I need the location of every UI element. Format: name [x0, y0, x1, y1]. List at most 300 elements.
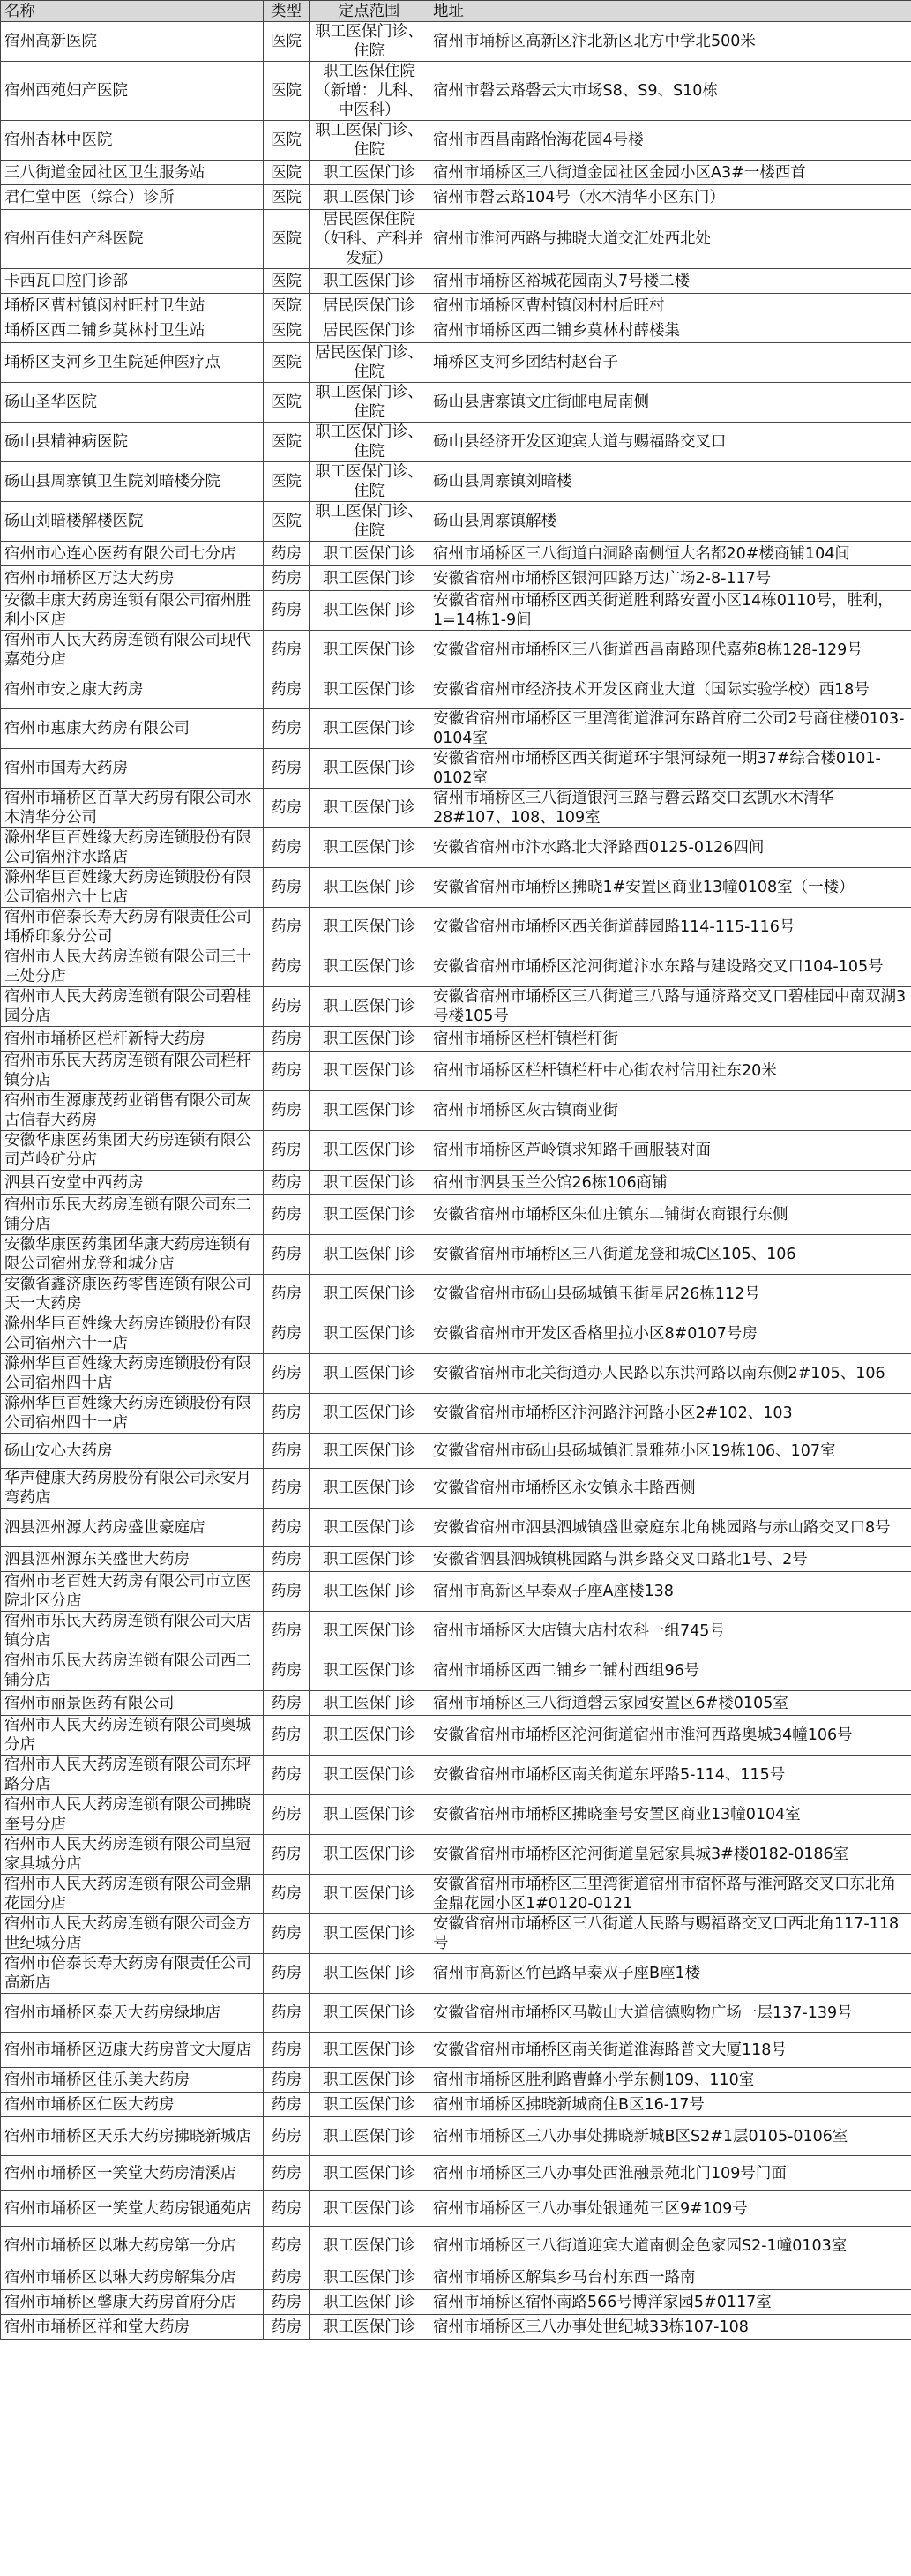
cell-scope: 职工医保门诊 [310, 2093, 429, 2117]
cell-scope: 职工医保门诊 [310, 1954, 429, 1994]
header-name: 名称 [1, 1, 264, 22]
cell-type: 药房 [264, 947, 310, 987]
cell-type: 药房 [264, 709, 310, 749]
table-row [1, 1275, 911, 1314]
cell-name: 砀山县精神病医院 [1, 423, 264, 462]
cell-type: 药房 [264, 828, 310, 868]
table-row [1, 269, 911, 294]
table-row [1, 987, 911, 1027]
cell-name: 宿州市人民大药房连锁有限公司奥城分店 [1, 1716, 264, 1756]
table-row [1, 1547, 911, 1572]
cell-address: 宿州市淮河西路与拂晓大道交汇处西北处 [429, 210, 911, 269]
table-row [1, 709, 911, 749]
cell-address: 安徽省宿州市埇桥区银河四路万达广场2-8-117号 [429, 566, 911, 591]
cell-type: 药房 [264, 1091, 310, 1131]
cell-address: 安徽省宿州市埇桥区汴河路汴河路小区2#102、103 [429, 1394, 911, 1434]
cell-scope: 职工医保门诊 [310, 2117, 429, 2156]
cell-name: 宿州市人民大药房连锁有限公司金鼎花园分店 [1, 1875, 264, 1914]
cell-name: 宿州市人民大药房连锁有限公司现代嘉苑分店 [1, 631, 264, 670]
cell-type: 医院 [264, 462, 310, 502]
cell-name: 宿州市人民大药房连锁有限公司金方世纪城分店 [1, 1914, 264, 1954]
cell-type: 药房 [264, 1394, 310, 1434]
cell-address: 安徽省宿州市埇桥区沱河街道汴水东路与建设路交叉口104-105号 [429, 947, 911, 987]
table-row [1, 1795, 911, 1835]
cell-scope: 职工医保门诊 [310, 1027, 429, 1052]
table-row [1, 1469, 911, 1509]
cell-type: 药房 [264, 1835, 310, 1875]
cell-scope: 职工医保住院（新增：儿科、中医科） [310, 62, 429, 121]
cell-name: 宿州市倍泰长寿大药房有限责任公司高新店 [1, 1954, 264, 1994]
cell-address: 安徽省宿州市埇桥区沱河街道皇冠家具城3#楼0182-0186室 [429, 1835, 911, 1875]
table-row [1, 1235, 911, 1275]
table-row [1, 1195, 911, 1235]
table-row [1, 1314, 911, 1354]
cell-type: 药房 [264, 566, 310, 591]
cell-address: 宿州市埇桥区三八街道磬云家园安置区6#楼0105室 [429, 1691, 911, 1716]
cell-scope: 职工医保门诊 [310, 1547, 429, 1572]
table-body [1, 22, 911, 2340]
cell-type: 药房 [264, 670, 310, 709]
cell-address: 安徽省宿州市埇桥区西关街道薛园路114-115-116号 [429, 908, 911, 947]
cell-type: 药房 [264, 1651, 310, 1691]
cell-type: 药房 [264, 1572, 310, 1612]
cell-type: 药房 [264, 1171, 310, 1195]
cell-type: 药房 [264, 1547, 310, 1572]
cell-type: 药房 [264, 1612, 310, 1651]
cell-name: 安徽华康医药集团华康大药房连锁有限公司宿州龙登和城分店 [1, 1235, 264, 1275]
cell-scope: 职工医保门诊 [310, 566, 429, 591]
cell-name: 埇桥区曹村镇闵村旺村卫生站 [1, 294, 264, 318]
cell-scope: 职工医保门诊 [310, 631, 429, 670]
table-row [1, 2227, 911, 2265]
table-row [1, 2290, 911, 2315]
cell-type: 药房 [264, 2265, 310, 2290]
cell-name: 砀山县周寨镇卫生院刘暗楼分院 [1, 462, 264, 502]
table-row [1, 908, 911, 947]
table-row [1, 22, 911, 62]
cell-address: 宿州市埇桥区三八街道银河三路与磬云路交口玄凯水木清华28#107、108、109室 [429, 789, 911, 828]
cell-type: 药房 [264, 1716, 310, 1756]
cell-name: 宿州市埇桥区一笑堂大药房银通苑店 [1, 2191, 264, 2227]
cell-address: 宿州市埇桥区高新区汴北新区北方中学北500米 [429, 22, 911, 62]
table-row [1, 383, 911, 423]
cell-type: 医院 [264, 502, 310, 542]
cell-address: 安徽省宿州市埇桥区西关街道环宇银河绿苑一期37#综合楼0101-0102室 [429, 749, 911, 789]
cell-name: 三八街道金园社区卫生服务站 [1, 161, 264, 185]
cell-scope: 职工医保门诊 [310, 1835, 429, 1875]
header-scope: 定点范围 [310, 1, 429, 22]
cell-scope: 职工医保门诊 [310, 185, 429, 210]
cell-scope: 职工医保门诊 [310, 1572, 429, 1612]
cell-address: 宿州市埇桥区胜利路曹蜂小学东侧109、110室 [429, 2068, 911, 2093]
cell-scope: 居民医保住院（妇科、产科并发症） [310, 210, 429, 269]
cell-scope: 职工医保门诊 [310, 1171, 429, 1195]
table-row [1, 1835, 911, 1875]
table-row [1, 1914, 911, 1954]
cell-type: 药房 [264, 2033, 310, 2068]
cell-type: 医院 [264, 318, 310, 343]
cell-type: 药房 [264, 1052, 310, 1091]
cell-name: 泗县泗州源大药房盛世豪庭店 [1, 1509, 264, 1547]
cell-type: 药房 [264, 749, 310, 789]
cell-address: 安徽省宿州市埇桥区三里湾街道宿州市宿怀路与淮河路交叉口东北角金鼎花园小区1#0120-0121 [429, 1875, 911, 1914]
cell-address: 安徽省宿州市北关街道办人民路以东洪河路以南东侧2#105、106 [429, 1354, 911, 1394]
cell-type: 药房 [264, 1235, 310, 1275]
cell-address: 安徽省宿州市埇桥区南关街道淮海路普文大厦118号 [429, 2033, 911, 2068]
cell-address: 安徽省宿州市埇桥区拂晓奎号安置区商业13幢0104室 [429, 1795, 911, 1835]
cell-scope: 职工医保门诊、住院 [310, 22, 429, 62]
cell-address: 宿州市埇桥区曹村镇闵村村后旺村 [429, 294, 911, 318]
table-row [1, 2068, 911, 2093]
table-row [1, 423, 911, 462]
cell-type: 药房 [264, 1875, 310, 1914]
table-row [1, 1954, 911, 1994]
cell-name: 宿州杏林中医院 [1, 121, 264, 161]
cell-type: 医院 [264, 161, 310, 185]
cell-address: 安徽省宿州市砀山县砀城镇汇景雅苑小区19栋106、107室 [429, 1434, 911, 1469]
cell-name: 宿州市丽景医药有限公司 [1, 1691, 264, 1716]
cell-name: 宿州市埇桥区佳乐美大药房 [1, 2068, 264, 2093]
cell-type: 药房 [264, 1994, 310, 2033]
cell-type: 药房 [264, 1469, 310, 1509]
cell-name: 宿州市人民大药房连锁有限公司东坪路分店 [1, 1756, 264, 1795]
table-row [1, 1651, 911, 1691]
cell-name: 宿州市安之康大药房 [1, 670, 264, 709]
cell-scope: 职工医保门诊、住院 [310, 121, 429, 161]
cell-address: 宿州市埇桥区栏杆镇栏杆中心街农村信用社东20米 [429, 1052, 911, 1091]
cell-scope: 职工医保门诊、住院 [310, 462, 429, 502]
cell-type: 药房 [264, 542, 310, 566]
cell-name: 安徽丰康大药房连锁有限公司宿州胜利小区店 [1, 591, 264, 631]
table-row [1, 1716, 911, 1756]
cell-name: 安徽省鑫济康医药零售连锁有限公司天一大药房 [1, 1275, 264, 1314]
cell-address: 埇桥区支河乡团结村赵台子 [429, 343, 911, 383]
cell-type: 药房 [264, 1795, 310, 1835]
cell-address: 宿州市埇桥区拂晓新城商住B区16-17号 [429, 2093, 911, 2117]
cell-name: 宿州市心连心医药有限公司七分店 [1, 542, 264, 566]
cell-type: 药房 [264, 789, 310, 828]
cell-name: 宿州市埇桥区馨康大药房首府分店 [1, 2290, 264, 2315]
table-row [1, 2117, 911, 2156]
cell-type: 医院 [264, 210, 310, 269]
cell-type: 药房 [264, 868, 310, 908]
cell-address: 安徽省宿州市汴水路北大泽路西0125-0126四间 [429, 828, 911, 868]
cell-scope: 居民医保门诊、住院 [310, 343, 429, 383]
cell-type: 药房 [264, 908, 310, 947]
table-row [1, 542, 911, 566]
table-row [1, 1612, 911, 1651]
cell-name: 君仁堂中医（综合）诊所 [1, 185, 264, 210]
cell-address: 宿州市磬云路磬云大市场S8、S9、S10栋 [429, 62, 911, 121]
table-row [1, 1875, 911, 1914]
table-row [1, 868, 911, 908]
table-row [1, 1131, 911, 1171]
cell-name: 宿州市埇桥区一笑堂大药房清溪店 [1, 2156, 264, 2191]
cell-type: 药房 [264, 1509, 310, 1547]
table-row [1, 566, 911, 591]
cell-address: 安徽省宿州市经济技术开发区商业大道（国际实验学校）西18号 [429, 670, 911, 709]
cell-address: 宿州市泗县玉兰公馆26栋106商铺 [429, 1171, 911, 1195]
cell-type: 医院 [264, 22, 310, 62]
cell-address: 宿州市高新区竹邑路早泰双子座B座1楼 [429, 1954, 911, 1994]
cell-type: 医院 [264, 294, 310, 318]
cell-name: 宿州市乐民大药房连锁有限公司东二铺分店 [1, 1195, 264, 1235]
table-row [1, 789, 911, 828]
table-row [1, 1027, 911, 1052]
cell-type: 药房 [264, 2191, 310, 2227]
cell-address: 宿州市埇桥区芦岭镇求知路千画服装对面 [429, 1131, 911, 1171]
cell-address: 安徽省宿州市埇桥区朱仙庄镇东二铺街农商银行东侧 [429, 1195, 911, 1235]
cell-address: 砀山县周寨镇解楼 [429, 502, 911, 542]
cell-address: 安徽省宿州市埇桥区三里湾街道淮河东路首府二公司2号商住楼0103-0104室 [429, 709, 911, 749]
cell-scope: 职工医保门诊 [310, 1795, 429, 1835]
cell-address: 安徽省宿州市埇桥区永安镇永丰路西侧 [429, 1469, 911, 1509]
table-row [1, 2156, 911, 2191]
cell-scope: 职工医保门诊 [310, 542, 429, 566]
cell-name: 宿州百佳妇产科医院 [1, 210, 264, 269]
cell-name: 宿州市埇桥区仁医大药房 [1, 2093, 264, 2117]
cell-name: 埇桥区支河乡卫生院延伸医疗点 [1, 343, 264, 383]
cell-scope: 职工医保门诊 [310, 2033, 429, 2068]
cell-address: 砀山县唐寨镇文庄街邮电局南侧 [429, 383, 911, 423]
cell-type: 药房 [264, 1314, 310, 1354]
cell-address: 砀山县经济开发区迎宾大道与赐福路交叉口 [429, 423, 911, 462]
cell-address: 宿州市磬云路104号（水木清华小区东门） [429, 185, 911, 210]
cell-type: 药房 [264, 1027, 310, 1052]
table-row [1, 1354, 911, 1394]
cell-address: 安徽省宿州市泗县泗城镇盛世豪庭东北角桃园路与赤山路交叉口8号 [429, 1509, 911, 1547]
cell-address: 宿州市埇桥区解集乡马台村东西一路南 [429, 2265, 911, 2290]
cell-scope: 职工医保门诊 [310, 1469, 429, 1509]
table-row [1, 1994, 911, 2033]
table-row [1, 2033, 911, 2068]
table-row [1, 828, 911, 868]
cell-name: 宿州市乐民大药房连锁有限公司大店镇分店 [1, 1612, 264, 1651]
cell-name: 宿州市埇桥区栏杆新特大药房 [1, 1027, 264, 1052]
header-row [1, 1, 911, 22]
cell-name: 宿州市埇桥区百草大药房有限公司水木清华分公司 [1, 789, 264, 828]
cell-scope: 职工医保门诊 [310, 1651, 429, 1691]
cell-scope: 职工医保门诊 [310, 161, 429, 185]
cell-scope: 职工医保门诊 [310, 1052, 429, 1091]
cell-scope: 职工医保门诊 [310, 1509, 429, 1547]
cell-address: 砀山县周寨镇刘暗楼 [429, 462, 911, 502]
cell-type: 药房 [264, 2068, 310, 2093]
cell-scope: 职工医保门诊 [310, 1875, 429, 1914]
table-row [1, 1509, 911, 1547]
cell-scope: 职工医保门诊 [310, 828, 429, 868]
cell-scope: 职工医保门诊 [310, 670, 429, 709]
cell-scope: 职工医保门诊 [310, 1275, 429, 1314]
cell-scope: 职工医保门诊、住院 [310, 423, 429, 462]
cell-scope: 职工医保门诊 [310, 1091, 429, 1131]
cell-address: 安徽省宿州市开发区香格里拉小区8#0107号房 [429, 1314, 911, 1354]
cell-scope: 职工医保门诊 [310, 2156, 429, 2191]
table-row [1, 1171, 911, 1195]
cell-scope: 职工医保门诊 [310, 709, 429, 749]
cell-type: 药房 [264, 1275, 310, 1314]
cell-address: 宿州市埇桥区宿怀南路566号博洋家园5#0117室 [429, 2290, 911, 2315]
table-row [1, 62, 911, 121]
cell-type: 药房 [264, 987, 310, 1027]
cell-type: 药房 [264, 2156, 310, 2191]
cell-address: 宿州市西昌南路怡海花园4号楼 [429, 121, 911, 161]
cell-type: 药房 [264, 1131, 310, 1171]
table-row [1, 1434, 911, 1469]
cell-scope: 职工医保门诊 [310, 1914, 429, 1954]
table-row [1, 2315, 911, 2340]
cell-address: 安徽省宿州市埇桥区马鞍山大道信德购物广场一层137-139号 [429, 1994, 911, 2033]
cell-scope: 职工医保门诊 [310, 1195, 429, 1235]
cell-address: 安徽省宿州市埇桥区三八街道三八路与通济路交叉口碧桂园中南双湖3号楼105号 [429, 987, 911, 1027]
table-row [1, 121, 911, 161]
cell-address: 宿州市埇桥区灰古镇商业街 [429, 1091, 911, 1131]
cell-address: 安徽省宿州市埇桥区西关街道胜利路安置小区14栋0110号，胜利，1=14栋1-9间 [429, 591, 911, 631]
table-row [1, 1052, 911, 1091]
cell-scope: 居民医保门诊 [310, 294, 429, 318]
cell-address: 宿州市埇桥区西二铺乡二铺村西组96号 [429, 1651, 911, 1691]
cell-scope: 职工医保门诊 [310, 1354, 429, 1394]
cell-type: 药房 [264, 591, 310, 631]
cell-address: 宿州市埇桥区三八办事处拂晓新城B区S2#1层0105-0106室 [429, 2117, 911, 2156]
cell-name: 滁州华巨百姓缘大药房连锁股份有限公司宿州四十店 [1, 1354, 264, 1394]
table-row [1, 2093, 911, 2117]
cell-type: 药房 [264, 2290, 310, 2315]
cell-scope: 职工医保门诊 [310, 1994, 429, 2033]
table-row [1, 1394, 911, 1434]
cell-scope: 职工医保门诊 [310, 591, 429, 631]
table-row [1, 2191, 911, 2227]
table-row [1, 1756, 911, 1795]
cell-scope: 职工医保门诊 [310, 2068, 429, 2093]
cell-name: 宿州市乐民大药房连锁有限公司栏杆镇分店 [1, 1052, 264, 1091]
cell-scope: 职工医保门诊 [310, 749, 429, 789]
cell-type: 医院 [264, 185, 310, 210]
cell-address: 宿州市埇桥区三八街道金园社区金园小区A3#一楼西首 [429, 161, 911, 185]
cell-scope: 职工医保门诊 [310, 1756, 429, 1795]
cell-type: 药房 [264, 1354, 310, 1394]
cell-scope: 职工医保门诊 [310, 908, 429, 947]
cell-type: 药房 [264, 631, 310, 670]
cell-type: 药房 [264, 2117, 310, 2156]
table-row [1, 294, 911, 318]
cell-scope: 职工医保门诊、住院 [310, 502, 429, 542]
cell-scope: 职工医保门诊 [310, 2227, 429, 2265]
cell-scope: 居民医保门诊 [310, 318, 429, 343]
cell-scope: 职工医保门诊 [310, 1235, 429, 1275]
cell-name: 宿州市乐民大药房连锁有限公司西二铺分店 [1, 1651, 264, 1691]
table-row [1, 670, 911, 709]
cell-address: 安徽省宿州市埇桥区沱河街道宿州市淮河西路奥城34幢106号 [429, 1716, 911, 1756]
cell-type: 药房 [264, 1914, 310, 1954]
cell-type: 医院 [264, 62, 310, 121]
cell-scope: 职工医保门诊 [310, 1394, 429, 1434]
cell-name: 宿州市人民大药房连锁有限公司拂晓奎号分店 [1, 1795, 264, 1835]
cell-name: 泗县泗州源东关盛世大药房 [1, 1547, 264, 1572]
cell-name: 滁州华巨百姓缘大药房连锁股份有限公司宿州六十一店 [1, 1314, 264, 1354]
cell-scope: 职工医保门诊 [310, 2191, 429, 2227]
cell-name: 宿州市惠康大药房有限公司 [1, 709, 264, 749]
cell-address: 宿州市埇桥区三八办事处世纪城33栋107-108 [429, 2315, 911, 2340]
cell-name: 宿州市埇桥区天乐大药房拂晓新城店 [1, 2117, 264, 2156]
header-address: 地址 [429, 1, 911, 22]
cell-type: 医院 [264, 121, 310, 161]
table-row [1, 749, 911, 789]
cell-name: 宿州市埇桥区以琳大药房解集分店 [1, 2265, 264, 2290]
cell-address: 宿州市埇桥区西二铺乡莫林村薛楼集 [429, 318, 911, 343]
cell-address: 安徽省泗县泗城镇桃园路与洪乡路交叉口路北1号、2号 [429, 1547, 911, 1572]
table-row [1, 210, 911, 269]
cell-scope: 职工医保门诊 [310, 1691, 429, 1716]
cell-name: 安徽华康医药集团大药房连锁有限公司芦岭矿分店 [1, 1131, 264, 1171]
cell-address: 宿州市埇桥区大店镇大店村农科一组745号 [429, 1612, 911, 1651]
cell-type: 医院 [264, 383, 310, 423]
cell-scope: 职工医保门诊 [310, 789, 429, 828]
table-row [1, 947, 911, 987]
cell-type: 药房 [264, 1954, 310, 1994]
cell-address: 安徽省宿州市埇桥区三八街道龙登和城C区105、106 [429, 1235, 911, 1275]
cell-address: 宿州市埇桥区裕城花园南头7号楼二楼 [429, 269, 911, 294]
cell-address: 宿州市高新区早泰双子座A座楼138 [429, 1572, 911, 1612]
cell-address: 安徽省宿州市埇桥区拂晓1#安置区商业13幢0108室（一楼） [429, 868, 911, 908]
cell-name: 滁州华巨百姓缘大药房连锁股份有限公司宿州四十一店 [1, 1394, 264, 1434]
cell-name: 宿州市埇桥区祥和堂大药房 [1, 2315, 264, 2340]
table-row [1, 161, 911, 185]
cell-type: 药房 [264, 2093, 310, 2117]
cell-name: 埇桥区西二铺乡莫林村卫生站 [1, 318, 264, 343]
table-row [1, 1572, 911, 1612]
cell-address: 安徽省宿州市埇桥区三八街道人民路与赐福路交叉口西北角117-118号 [429, 1914, 911, 1954]
table-row [1, 343, 911, 383]
cell-name: 砀山安心大药房 [1, 1434, 264, 1469]
cell-name: 宿州市埇桥区以琳大药房第一分店 [1, 2227, 264, 2265]
cell-type: 药房 [264, 1195, 310, 1235]
cell-name: 宿州市人民大药房连锁有限公司碧桂园分店 [1, 987, 264, 1027]
cell-scope: 职工医保门诊 [310, 269, 429, 294]
cell-name: 滁州华巨百姓缘大药房连锁股份有限公司宿州汴水路店 [1, 828, 264, 868]
cell-type: 药房 [264, 2315, 310, 2340]
cell-name: 宿州市人民大药房连锁有限公司三十三处分店 [1, 947, 264, 987]
cell-address: 宿州市埇桥区三八街道白洞路南侧恒大名都20#楼商铺104间 [429, 542, 911, 566]
cell-name: 宿州西苑妇产医院 [1, 62, 264, 121]
cell-scope: 职工医保门诊 [310, 2265, 429, 2290]
table-row [1, 631, 911, 670]
cell-name: 砀山圣华医院 [1, 383, 264, 423]
table-row [1, 2265, 911, 2290]
cell-name: 宿州市埇桥区万达大药房 [1, 566, 264, 591]
cell-name: 宿州市埇桥区迈康大药房普文大厦店 [1, 2033, 264, 2068]
cell-name: 砀山刘暗楼解楼医院 [1, 502, 264, 542]
cell-name: 卡西瓦口腔门诊部 [1, 269, 264, 294]
cell-name: 宿州高新医院 [1, 22, 264, 62]
cell-address: 宿州市埇桥区栏杆镇栏杆街 [429, 1027, 911, 1052]
cell-type: 药房 [264, 2227, 310, 2265]
table-row [1, 502, 911, 542]
cell-scope: 职工医保门诊、住院 [310, 383, 429, 423]
cell-scope: 职工医保门诊 [310, 1131, 429, 1171]
table-row [1, 318, 911, 343]
cell-type: 医院 [264, 343, 310, 383]
table-row [1, 185, 911, 210]
cell-name: 宿州市国寿大药房 [1, 749, 264, 789]
cell-name: 宿州市人民大药房连锁有限公司皇冠家具城分店 [1, 1835, 264, 1875]
cell-scope: 职工医保门诊 [310, 1716, 429, 1756]
cell-address: 安徽省宿州市砀山县砀城镇玉街星居26栋112号 [429, 1275, 911, 1314]
table-row [1, 1691, 911, 1716]
cell-address: 宿州市埇桥区三八办事处银通苑三区9#109号 [429, 2191, 911, 2227]
cell-address: 安徽省宿州市埇桥区南关街道东坪路5-114、115号 [429, 1756, 911, 1795]
cell-name: 宿州市生源康茂药业销售有限公司灰古信春大药房 [1, 1091, 264, 1131]
